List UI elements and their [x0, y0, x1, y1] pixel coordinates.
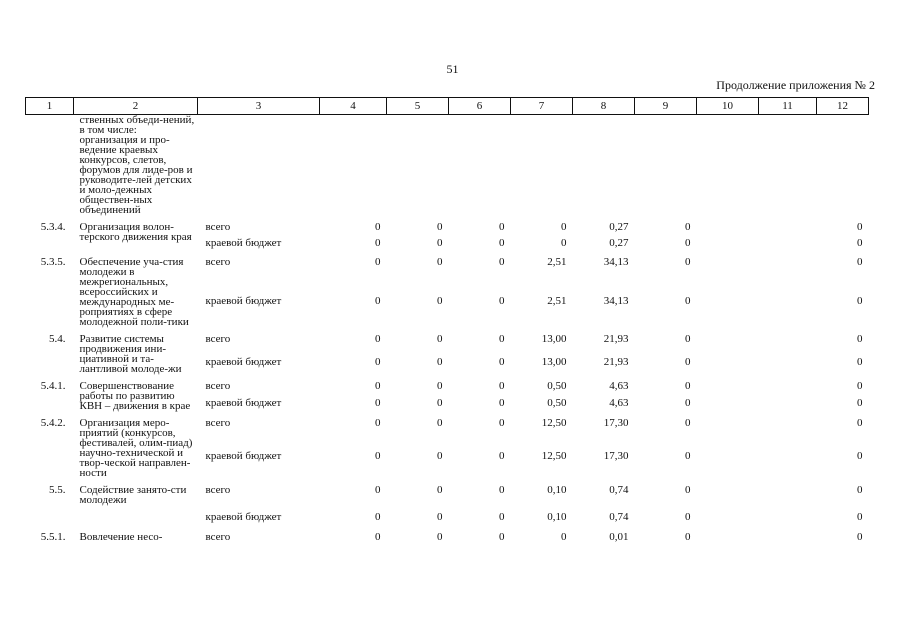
name-cell: Обеспечение уча-стия молодежи в межрегиональных, всероссийских и международных ме-роприятиях в сфере молодежной поли-тики	[79, 256, 189, 328]
value-cell-c8: 4,63	[609, 380, 629, 392]
value-cell-c11	[759, 296, 817, 331]
code-cell: 5.3.4.	[40, 221, 66, 233]
header-col-10: 10	[697, 98, 759, 115]
table-row	[26, 331, 869, 357]
value-cell-c5: 0	[437, 484, 443, 496]
value-cell-c4: 0	[375, 237, 381, 249]
value-cell-c9: 0	[685, 237, 691, 249]
value-cell-c5: 0	[437, 450, 443, 463]
funding-source-cell: всего	[205, 380, 231, 392]
value-cell-c5: 0	[437, 397, 443, 410]
value-cell-c7: 13,00	[541, 355, 567, 368]
value-cell-c7: 0,50	[547, 397, 567, 410]
value-cell-c12: 0	[857, 531, 863, 543]
funding-source-cell: краевой бюджет	[205, 511, 282, 523]
value-cell-c7: 0,50	[547, 380, 567, 392]
value-cell-c10	[697, 451, 759, 482]
value-cell-c6: 0	[499, 333, 505, 345]
value-cell-c10	[697, 482, 759, 509]
value-cell-c8: 17,30	[603, 417, 629, 429]
name-cell: Совершенствование работы по развитию КВН – движения в крае	[79, 380, 191, 412]
value-cell-c4: 0	[375, 531, 381, 543]
value-cell-c12: 0	[857, 450, 863, 463]
value-cell-c10	[697, 219, 759, 238]
table-row	[26, 254, 869, 296]
value-cell-c12: 0	[857, 380, 863, 392]
value-cell-c6: 0	[499, 237, 505, 249]
value-cell-c4: 0	[375, 333, 381, 345]
code-cell	[26, 115, 74, 220]
value-cell-c12: 0	[857, 355, 863, 368]
value-cell-c6: 0	[499, 484, 505, 496]
value-cell-c8: 34,13	[603, 256, 629, 268]
header-col-1: 1	[26, 98, 74, 115]
header-col-12: 12	[817, 98, 869, 115]
value-cell-c11	[759, 254, 817, 296]
funding-source-cell: краевой бюджет	[205, 294, 282, 307]
value-cell-c9: 0	[685, 256, 691, 268]
value-cell-c9: 0	[685, 484, 691, 496]
value-cell-c4: 0	[375, 380, 381, 392]
value-cell-c11	[759, 482, 817, 509]
header-col-11: 11	[759, 98, 817, 115]
page-number: 51	[446, 62, 459, 76]
value-cell-c7: 0	[561, 237, 567, 249]
funding-source-cell: краевой бюджет	[205, 355, 282, 368]
value-cell-c12: 0	[857, 221, 863, 233]
funding-source-cell: всего	[205, 484, 231, 496]
value-cell-c5: 0	[437, 333, 443, 345]
funding-source-cell: краевой бюджет	[205, 397, 282, 410]
header-col-7: 7	[511, 98, 573, 115]
value-cell-c10	[697, 331, 759, 357]
value-cell-c11	[759, 357, 817, 379]
funding-source-cell: краевой бюджет	[205, 450, 282, 463]
value-cell-c12: 0	[857, 237, 863, 249]
value-cell-c6: 0	[499, 221, 505, 233]
value-cell-c9: 0	[685, 333, 691, 345]
value-cell-c8: 17,30	[603, 450, 629, 463]
value-cell-c4: 0	[375, 294, 381, 307]
value-cell-c11	[759, 398, 817, 415]
header-col-2: 2	[74, 98, 198, 115]
table-row	[26, 482, 869, 509]
value-cell-c8: 21,93	[603, 355, 629, 368]
value-cell-c10	[697, 529, 759, 548]
table-row	[26, 529, 869, 548]
name-cell: Организация меро-приятий (конкурсов, фестивалей, олим-пиад) научно-технической и твор-ческой направлен-ности	[79, 417, 193, 479]
table-header-row	[26, 98, 869, 115]
value-cell-c8: 0,27	[609, 221, 629, 233]
value-cell-c4: 0	[375, 256, 381, 268]
name-cell: Развитие системы продвижения ини-циативной и та-лантливой молоде-жи	[79, 333, 182, 375]
value-cell-c7: 0	[561, 531, 567, 543]
value-cell-c9: 0	[685, 221, 691, 233]
value-cell-c6: 0	[499, 450, 505, 463]
funding-source-cell: всего	[205, 531, 231, 543]
value-cell-c6: 0	[499, 397, 505, 410]
value-cell-c11	[759, 378, 817, 398]
value-cell-c10	[697, 238, 759, 254]
value-cell-c8: 0,27	[609, 237, 629, 249]
value-cell-c10	[697, 398, 759, 415]
value-cell-c6: 0	[499, 355, 505, 368]
funding-source-cell: краевой бюджет	[205, 237, 282, 249]
header-col-6: 6	[449, 98, 511, 115]
value-cell-c9: 0	[685, 417, 691, 429]
value-cell-c9: 0	[685, 531, 691, 543]
value-cell-c9: 0	[685, 294, 691, 307]
name-cell: Содействие занято-сти молодежи	[79, 484, 187, 506]
value-cell-c5: 0	[437, 417, 443, 429]
value-cell-c8: 0,74	[609, 511, 629, 523]
value-cell-c6: 0	[499, 511, 505, 523]
header-col-3: 3	[198, 98, 320, 115]
value-cell-c11	[759, 451, 817, 482]
value-cell-c12: 0	[857, 333, 863, 345]
code-cell: 5.4.	[49, 333, 66, 345]
code-cell: 5.4.2.	[40, 417, 66, 429]
value-cell-c5: 0	[437, 531, 443, 543]
value-cell-c9: 0	[685, 355, 691, 368]
value-cell-c12: 0	[857, 256, 863, 268]
value-cell-c7: 0,10	[547, 511, 567, 523]
value-cell-c12: 0	[857, 511, 863, 523]
funding-source-cell: всего	[205, 333, 231, 345]
value-cell-c7: 13,00	[541, 333, 567, 345]
value-cell-c6: 0	[499, 256, 505, 268]
value-cell-c10	[697, 415, 759, 451]
header-col-5: 5	[387, 98, 449, 115]
value-cell-c7: 12,50	[541, 417, 567, 429]
value-cell-c11	[759, 331, 817, 357]
funding-source-cell: всего	[205, 417, 231, 429]
value-cell-c10	[697, 509, 759, 529]
header-col-8: 8	[573, 98, 635, 115]
value-cell-c7: 0,10	[547, 484, 567, 496]
table-row	[26, 378, 869, 398]
value-cell-c6: 0	[499, 294, 505, 307]
value-cell-c12: 0	[857, 294, 863, 307]
value-cell-c12: 0	[857, 484, 863, 496]
value-cell-c5: 0	[437, 256, 443, 268]
table-row	[26, 509, 869, 529]
code-cell: 5.5.	[49, 484, 66, 496]
value-cell-c8: 4,63	[609, 397, 629, 410]
name-cell: Организация волон-терского движения края	[79, 221, 192, 243]
funding-source-cell: всего	[205, 221, 231, 233]
value-cell-c8: 0,01	[609, 531, 629, 543]
value-cell-c7: 0	[561, 221, 567, 233]
code-cell: 5.4.1.	[40, 380, 66, 392]
value-cell-c10	[697, 296, 759, 331]
value-cell-c10	[697, 357, 759, 379]
value-cell-c11	[759, 238, 817, 254]
value-cell-c8: 0,74	[609, 484, 629, 496]
name-cell: ственных объеди-нений, в том числе: организация и про-ведение краевых конкурсов, слетов, форумов для лиде-ров и руководите-лей детских и моло-дежных обществен-ных объединений	[79, 114, 195, 216]
value-cell-c7: 2,51	[547, 294, 567, 307]
value-cell-c9: 0	[685, 511, 691, 523]
value-cell-c4: 0	[375, 511, 381, 523]
value-cell-c10	[697, 254, 759, 296]
value-cell-c12: 0	[857, 397, 863, 410]
value-cell-c4: 0	[375, 484, 381, 496]
table-row-fragment	[26, 115, 869, 220]
budget-table	[25, 97, 869, 548]
value-cell-c10	[697, 378, 759, 398]
value-cell-c6: 0	[499, 531, 505, 543]
value-cell-c4: 0	[375, 355, 381, 368]
value-cell-c6: 0	[499, 417, 505, 429]
table-row	[26, 219, 869, 238]
value-cell-c9: 0	[685, 450, 691, 463]
value-cell-c11	[759, 415, 817, 451]
value-cell-c6: 0	[499, 380, 505, 392]
table-body	[26, 115, 869, 549]
value-cell-c8: 34,13	[603, 294, 629, 307]
appendix-continuation-label: Продолжение приложения № 2	[716, 78, 875, 92]
value-cell-c5: 0	[437, 237, 443, 249]
header-col-4: 4	[320, 98, 387, 115]
value-cell-c5: 0	[437, 294, 443, 307]
value-cell-c5: 0	[437, 511, 443, 523]
value-cell-c11	[759, 219, 817, 238]
value-cell-c4: 0	[375, 417, 381, 429]
value-cell-c4: 0	[375, 221, 381, 233]
value-cell-c5: 0	[437, 221, 443, 233]
value-cell-c11	[759, 509, 817, 529]
value-cell-c9: 0	[685, 397, 691, 410]
value-cell-c4: 0	[375, 450, 381, 463]
value-cell-c5: 0	[437, 355, 443, 368]
value-cell-c12: 0	[857, 417, 863, 429]
value-cell-c7: 12,50	[541, 450, 567, 463]
value-cell-c7: 2,51	[547, 256, 567, 268]
value-cell-c5: 0	[437, 380, 443, 392]
value-cell-c9: 0	[685, 380, 691, 392]
code-cell: 5.3.5.	[40, 256, 66, 268]
table-row	[26, 415, 869, 451]
funding-source-cell: всего	[205, 256, 231, 268]
value-cell-c8: 21,93	[603, 333, 629, 345]
name-cell: Вовлечение несо-	[79, 531, 163, 543]
value-cell-c11	[759, 529, 817, 548]
code-cell: 5.5.1.	[40, 531, 66, 543]
value-cell-c4: 0	[375, 397, 381, 410]
header-col-9: 9	[635, 98, 697, 115]
